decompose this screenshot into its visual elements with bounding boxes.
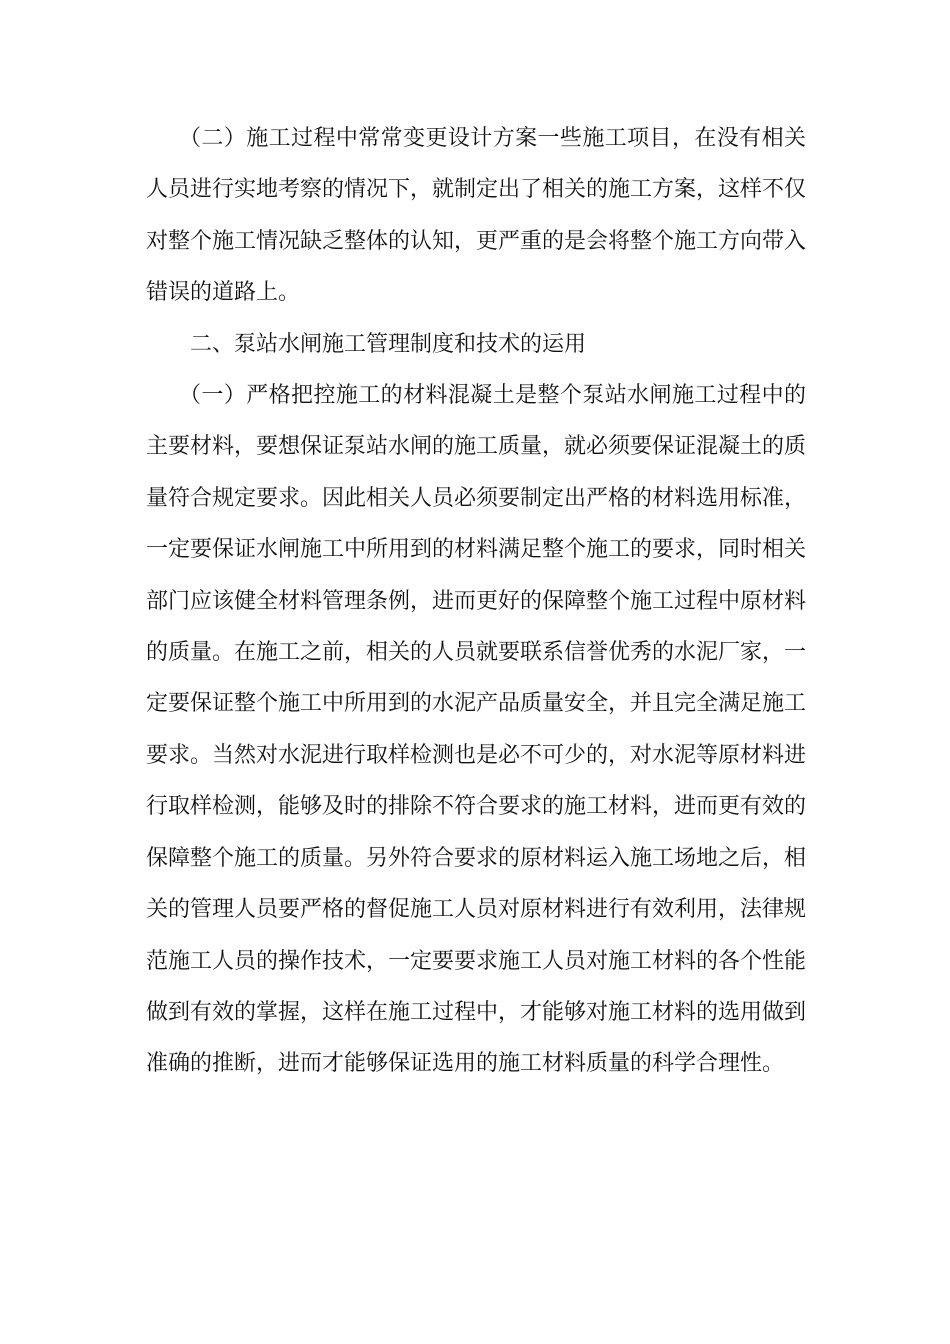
paragraph-construction-design-changes: （二）施工过程中常常变更设计方案一些施工项目，在没有相关人员进行实地考察的情况下，就制定出了相关的施工方案，这样不仅对整个施工情况缺乏整体的认知，更严重的是会将整个施工方向带入错误的道路上。 (146, 126, 807, 306)
section-heading-management-and-technology: 二、泵站水闸施工管理制度和技术的运用 (190, 331, 587, 357)
document-body (146, 113, 806, 1090)
paragraph-material-control: （一）严格把控施工的材料混凝土是整个泵站水闸施工过程中的主要材料，要想保证泵站水闸的施工质量，就必须要保证混凝土的质量符合规定要求。因此相关人员必须要制定出严格的材料选用标准，一定要保证水闸施工中所用到的材料满足整个施工的要求，同时相关部门应该健全材料管理条例，进而更好的保障整个施工过程中原材料的质量。在施工之前，相关的人员就要联系信誉优秀的水泥厂家，一定要保证整个施工中所用到的水泥产品质量安全，并且完全满足施工要求。当然对水泥进行取样检测也是必不可少的，对水泥等原材料进行取样检测，能够及时的排除不符合要求的施工材料，进而更有效的保障整个施工的质量。另外符合要求的原材料运入施工场地之后，相关的管理人员要严格的督促施工人员对原材料进行有效利用，法律规范施工人员的操作技术，一定要要求施工人员对施工材料的各个性能做到有效的掌握，这样在施工过程中，才能够对施工材料的选用做到准确的推断，进而才能够保证选用的施工材料质量的科学合理性。 (146, 383, 807, 1077)
